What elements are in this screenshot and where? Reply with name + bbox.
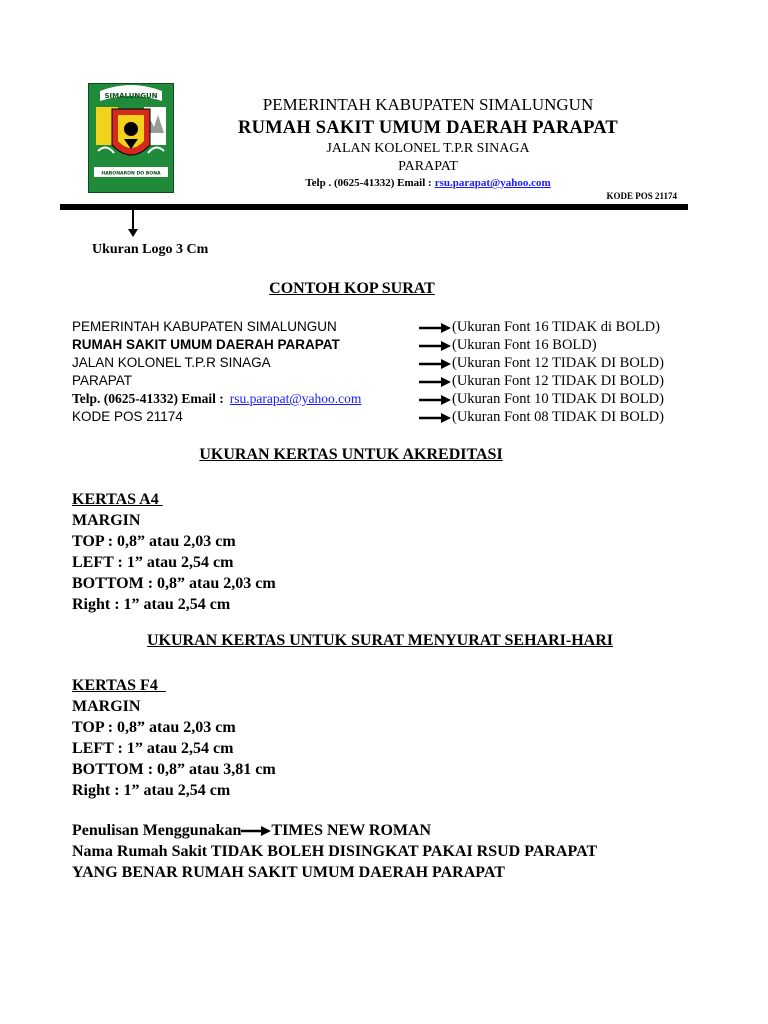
note-font-label: Penulisan Menggunakan: [72, 822, 242, 839]
note-line-2: Nama Rumah Sakit TIDAK BOLEH DISINGKAT PAKAI RSUD PARAPAT: [72, 843, 598, 860]
spec-f4-bottom: BOTTOM : 0,8” atau 3,81 cm: [72, 761, 276, 778]
arrow-right-icon: [241, 826, 271, 836]
notes: [72, 820, 597, 883]
kop-row: [72, 337, 688, 355]
spec-f4-margin: MARGIN: [72, 698, 141, 715]
spec-f4-title: KERTAS F4: [72, 677, 166, 694]
kop-row-text: JALAN KOLONEL T.P.R SINAGA: [72, 355, 271, 370]
header-email-link[interactable]: rsu.parapat@yahoo.com: [434, 177, 551, 189]
arrow-right-icon: [419, 359, 451, 369]
note-font-value: TIMES NEW ROMAN: [271, 822, 432, 839]
kop-row: [72, 373, 688, 391]
spec-a4-top: TOP : 0,8” atau 2,03 cm: [72, 533, 236, 550]
kop-row-size: (Ukuran Font 16 BOLD): [452, 337, 597, 353]
kop-row-text: [72, 391, 361, 407]
section-title-contoh-kop: CONTOH KOP SURAT: [269, 280, 435, 297]
kop-email-link[interactable]: rsu.parapat@yahoo.com: [229, 391, 362, 406]
kop-row-text: KODE POS 21174: [72, 409, 183, 424]
kop-row-text: PARAPAT: [72, 373, 133, 388]
kop-contact-prefix: Telp. (0625-41332) Email :: [72, 391, 224, 406]
header-contact: [188, 177, 668, 189]
spec-a4-right: Right : 1” atau 2,54 cm: [72, 596, 231, 613]
kop-row-size: (Ukuran Font 12 TIDAK DI BOLD): [452, 373, 664, 389]
spec-a4: [72, 489, 276, 615]
kop-row: [72, 355, 688, 373]
kop-row-size: (Ukuran Font 16 TIDAK di BOLD): [452, 319, 660, 335]
header-pemerintah: PEMERINTAH KABUPATEN SIMALUNGUN: [262, 95, 594, 114]
header-kode-pos: KODE POS 21174: [606, 191, 677, 201]
spec-a4-bottom: BOTTOM : 0,8” atau 2,03 cm: [72, 575, 276, 592]
simalungun-emblem-logo: [88, 83, 174, 193]
arrow-right-icon: [419, 395, 451, 405]
kop-row-size: (Ukuran Font 12 TIDAK DI BOLD): [452, 355, 664, 371]
note-font: [72, 820, 597, 841]
spec-a4-left: LEFT : 1” atau 2,54 cm: [72, 554, 234, 571]
section-title-akreditasi: UKURAN KERTAS UNTUK AKREDITASI: [199, 446, 503, 463]
header-parapat: PARAPAT: [398, 159, 458, 174]
spec-a4-margin: MARGIN: [72, 512, 141, 529]
header-contact-prefix: Telp . (0625-41332) Email :: [305, 177, 432, 189]
kop-row-text: PEMERINTAH KABUPATEN SIMALUNGUN: [72, 319, 337, 334]
logo-size-note: Ukuran Logo 3 Cm: [92, 242, 209, 257]
spec-f4-left: LEFT : 1” atau 2,54 cm: [72, 740, 234, 757]
arrow-right-icon: [419, 377, 451, 387]
header-rumah-sakit: RUMAH SAKIT UMUM DAERAH PARAPAT: [238, 118, 618, 138]
kop-row: [72, 409, 688, 427]
arrow-right-icon: [419, 413, 451, 423]
section-title-sehari-hari: UKURAN KERTAS UNTUK SURAT MENYURAT SEHARI-HARI: [146, 632, 613, 649]
kop-row: [72, 391, 688, 409]
note-line-3: YANG BENAR RUMAH SAKIT UMUM DAERAH PARAPAT: [72, 864, 505, 881]
logo-text-bottom: HABONARON DO BONA: [101, 171, 161, 177]
arrow-down-icon: [127, 208, 139, 238]
kop-row-text: RUMAH SAKIT UMUM DAERAH PARAPAT: [72, 337, 340, 352]
spec-f4-top: TOP : 0,8” atau 2,03 cm: [72, 719, 236, 736]
arrow-right-icon: [419, 323, 451, 333]
kop-row-size: (Ukuran Font 10 TIDAK DI BOLD): [452, 391, 664, 407]
letterhead-divider: [60, 204, 688, 210]
logo-text-top: SIMALUNGUN: [104, 92, 158, 100]
kop-row-size: (Ukuran Font 08 TIDAK DI BOLD): [452, 409, 664, 425]
spec-f4: [72, 675, 276, 801]
header-jalan: JALAN KOLONEL T.P.R SINAGA: [326, 141, 530, 156]
arrow-right-icon: [419, 341, 451, 351]
kop-row: [72, 319, 688, 337]
spec-f4-right: Right : 1” atau 2,54 cm: [72, 782, 231, 799]
spec-a4-title: KERTAS A4: [72, 491, 163, 508]
